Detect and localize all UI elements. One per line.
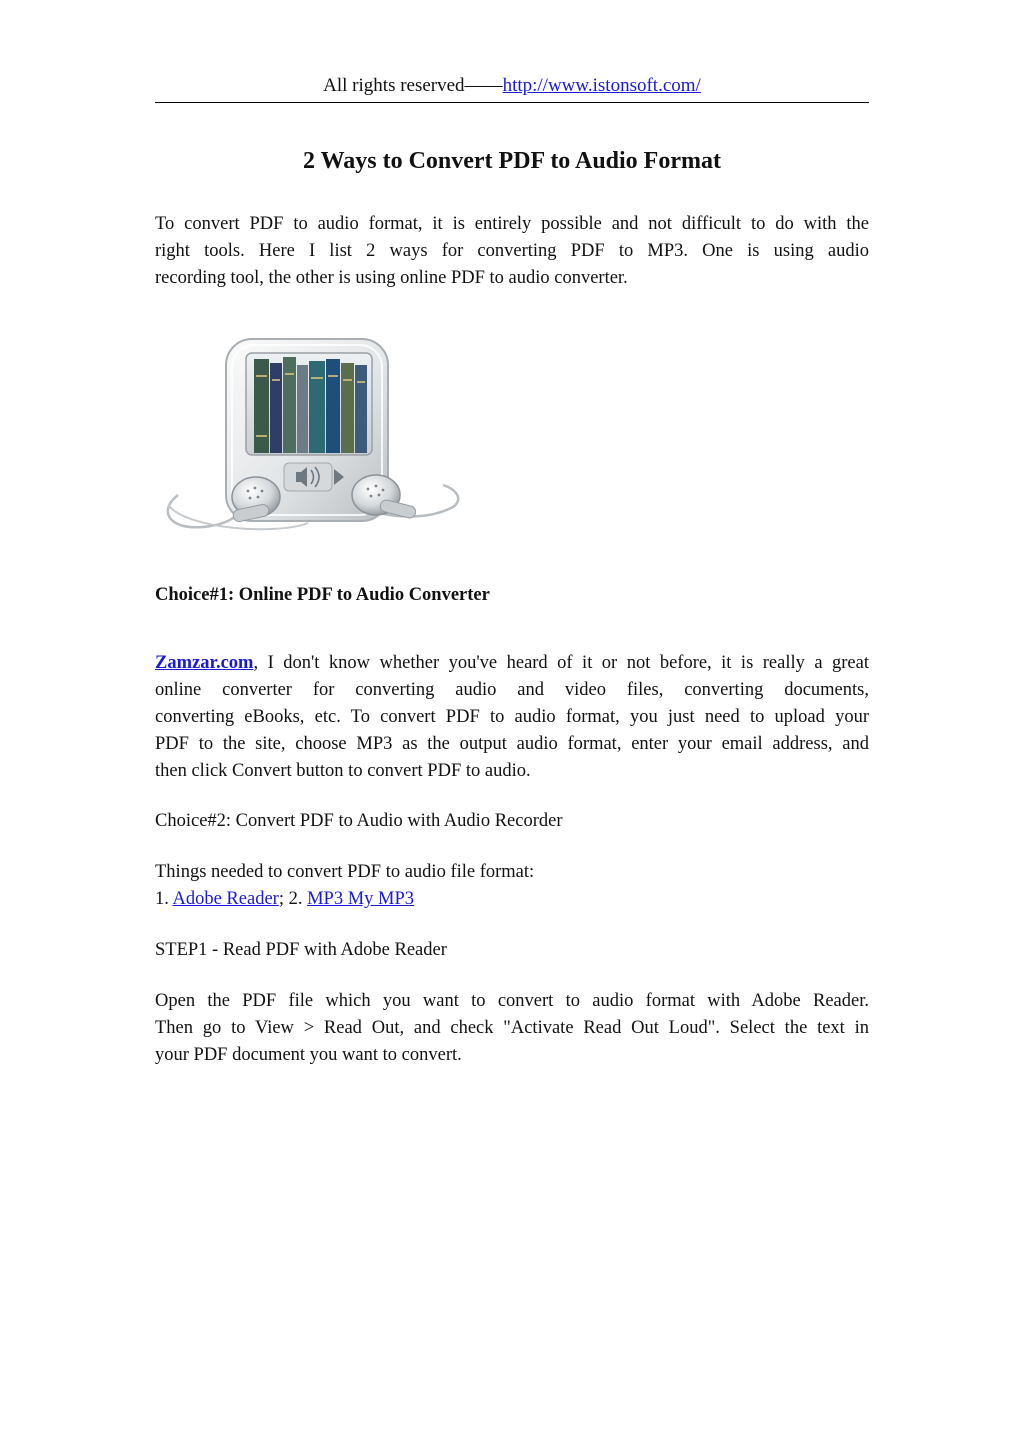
zamzar-link[interactable]: Zamzar.com: [155, 653, 254, 673]
choice2-heading: Choice#2: Convert PDF to Audio with Audio Recorder: [155, 811, 563, 831]
header-divider: [155, 102, 869, 103]
step1-line: Open the PDF file which you want to convert to audio format with Adobe Reader.: [155, 991, 869, 1011]
choice1-line: PDF to the site, choose MP3 as the output audio format, enter your email address, and: [155, 734, 869, 754]
intro-line: right tools. Here I list 2 ways for converting PDF to MP3. One is using audio: [155, 241, 869, 261]
things-needed-line: Things needed to convert PDF to audio file format:: [155, 862, 535, 882]
choice1-paragraph: [155, 650, 869, 785]
tools-separator: ; 2.: [278, 889, 308, 909]
intro-line: To convert PDF to audio format, it is entirely possible and not difficult to do with the: [155, 214, 869, 234]
intro-paragraph: [155, 211, 869, 292]
choice1-line: converting eBooks, etc. To convert PDF to audio format, you just need to upload your: [155, 707, 869, 727]
choice1-line: online converter for converting audio and video files, converting documents,: [155, 680, 869, 700]
adobe-reader-link[interactable]: Adobe Reader: [172, 889, 279, 909]
step1-paragraph: [155, 988, 869, 1069]
page-header: [155, 72, 869, 102]
page-title: 2 Ways to Convert PDF to Audio Format: [303, 148, 721, 174]
step1-line: Then go to View > Read Out, and check "Activate Read Out Loud". Select the text in: [155, 1018, 869, 1038]
intro-line: recording tool, the other is using online PDF to audio converter.: [155, 268, 628, 288]
audio-book-player-illustration: [158, 335, 463, 545]
choice1-line: then click Convert button to convert PDF to audio.: [155, 761, 531, 781]
choice1-line: [155, 650, 869, 677]
step1-heading: STEP1 - Read PDF with Adobe Reader: [155, 940, 447, 960]
tools-prefix: 1.: [155, 889, 173, 909]
header-url-link[interactable]: http://www.istonsoft.com/: [502, 75, 701, 96]
tools-list: [155, 886, 869, 913]
things-needed: [155, 859, 869, 913]
rights-text: All rights reserved——: [323, 75, 503, 96]
mp3-my-mp3-link[interactable]: MP3 My MP3: [307, 889, 415, 909]
choice1-line1-text: , I don't know whether you've heard of it or not before, it is really a great: [253, 653, 869, 673]
step1-line: your PDF document you want to convert.: [155, 1045, 462, 1065]
choice1-heading: Choice#1: Online PDF to Audio Converter: [155, 585, 490, 605]
